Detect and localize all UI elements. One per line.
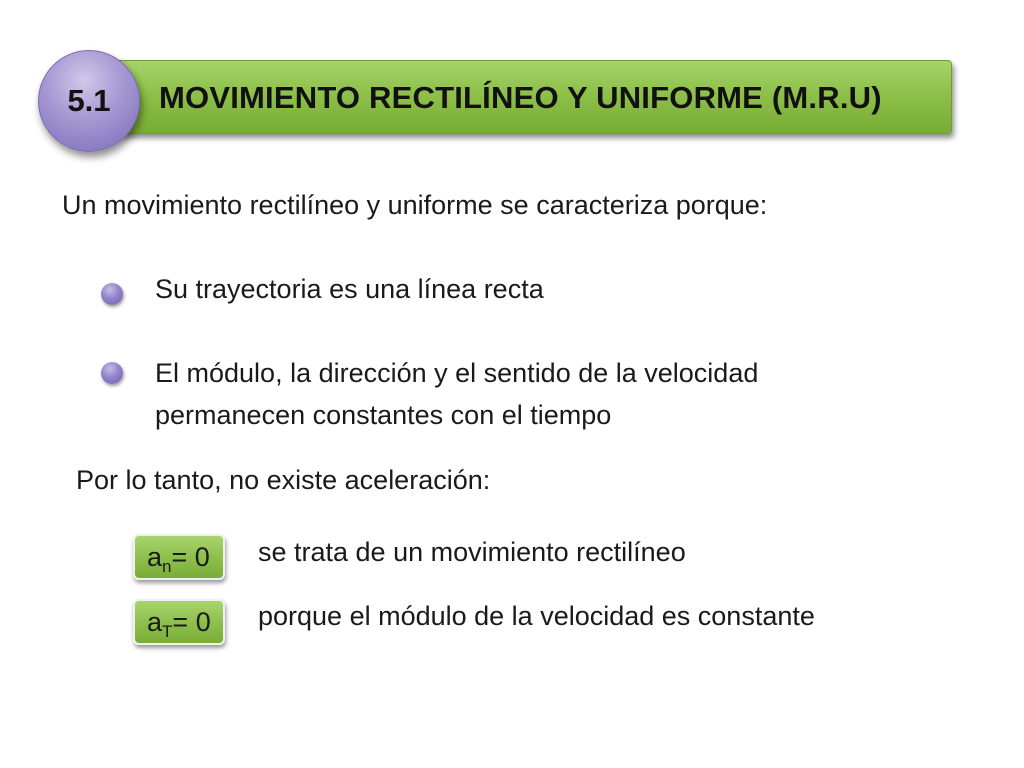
normal-acceleration-description: se trata de un movimiento rectilíneo: [258, 537, 686, 567]
bullet-dot-icon: [101, 283, 123, 305]
bullet-dot-icon: [101, 362, 123, 384]
formula-value: = 0: [172, 607, 211, 637]
normal-acceleration-formula-box: [133, 534, 225, 580]
section-number: 5.1: [67, 83, 111, 118]
slide-title: MOVIMIENTO RECTILÍNEO Y UNIFORME (M.R.U): [159, 80, 882, 115]
tangential-acceleration-formula-box: [133, 599, 225, 645]
title-banner: [100, 60, 952, 134]
tangential-acceleration-description: porque el módulo de la velocidad es constante: [258, 601, 815, 631]
formula-subscript: n: [162, 557, 172, 576]
conclusion-text: Por lo tanto, no existe aceleración:: [76, 465, 491, 495]
bullet-item-velocity-line1: El módulo, la dirección y el sentido de la velocidad: [155, 358, 759, 388]
formula-base: a: [147, 542, 163, 572]
bullet-item-velocity: [155, 352, 758, 436]
formula-base: a: [147, 607, 163, 637]
tangential-acceleration-formula: [147, 601, 211, 643]
bullet-item-trajectory: Su trayectoria es una línea recta: [155, 274, 544, 304]
formula-subscript: T: [162, 622, 173, 641]
formula-value: = 0: [171, 542, 210, 572]
bullet-item-velocity-line2: permanecen constantes con el tiempo: [155, 400, 612, 430]
section-number-badge: [38, 50, 140, 152]
intro-text: Un movimiento rectilíneo y uniforme se caracteriza porque:: [62, 190, 768, 220]
normal-acceleration-formula: [147, 536, 210, 578]
